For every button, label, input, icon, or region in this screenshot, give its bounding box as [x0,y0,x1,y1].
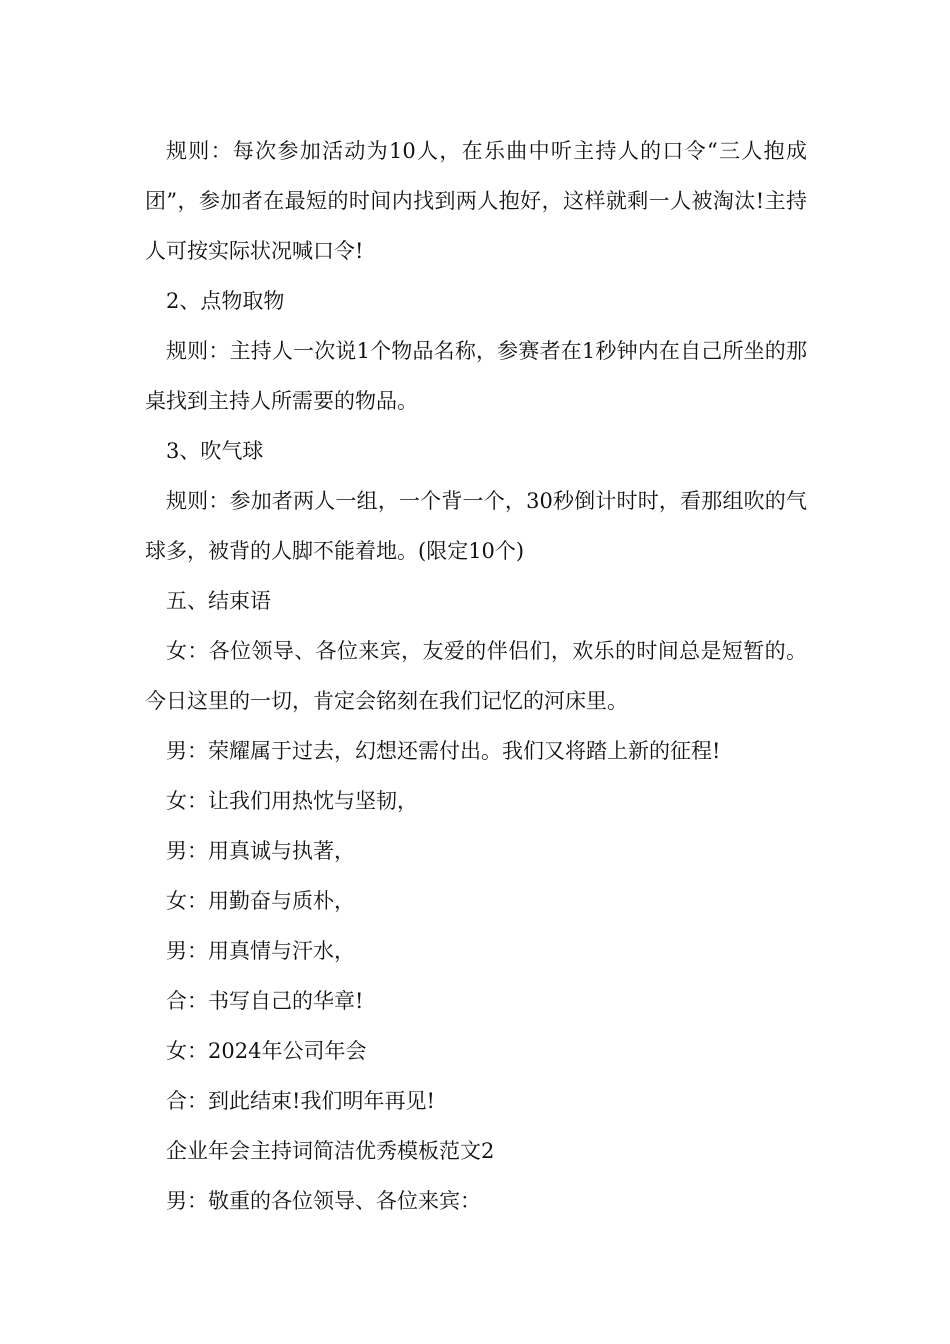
paragraph-closing-female-1: 女：各位领导、各位来宾，友爱的伴侣们，欢乐的时间总是短暂的。今日这里的一切，肯定会铭刻在我们记忆的河床里。 [145,639,807,713]
document-body [145,126,807,1226]
paragraph-closing-male-1: 男：荣耀属于过去，幻想还需付出。我们又将踏上新的征程! [166,739,721,763]
paragraph-closing-male-3: 男：用真情与汗水， [166,939,355,963]
paragraph-closing-together-2: 合：到此结束!我们明年再见! [166,1089,435,1113]
paragraph-rule-balloon: 规则：参加者两人一组，一个背一个，30秒倒计时时，看那组吹的气球多，被背的人脚不能着地。(限定10个) [145,489,807,563]
paragraph-closing-male-2: 男：用真诚与执著， [166,839,355,863]
paragraph-closing-female-2: 女：让我们用热忱与坚韧， [166,789,418,813]
heading-blow-balloon: 3、吹气球 [166,439,264,463]
paragraph-closing-female-4: 女：2024年公司年会 [166,1039,367,1063]
heading-template-2: 企业年会主持词简洁优秀模板范文2 [166,1139,495,1163]
paragraph-rule-point-item: 规则：主持人一次说1个物品名称，参赛者在1秒钟内在自己所坐的那桌找到主持人所需要的物品。 [145,339,807,413]
heading-point-item: 2、点物取物 [166,289,285,313]
paragraph-template-2-opening: 男：敬重的各位领导、各位来宾： [166,1189,481,1213]
paragraph-closing-female-3: 女：用勤奋与质朴， [166,889,355,913]
paragraph-closing-together-1: 合：书写自己的华章! [166,989,364,1013]
heading-closing: 五、结束语 [166,589,271,613]
paragraph-rule-hug: 规则：每次参加活动为10人，在乐曲中听主持人的口令“三人抱成团”，参加者在最短的时间内找到两人抱好，这样就剩一人被淘汰!主持人可按实际状况喊口令! [145,139,807,263]
